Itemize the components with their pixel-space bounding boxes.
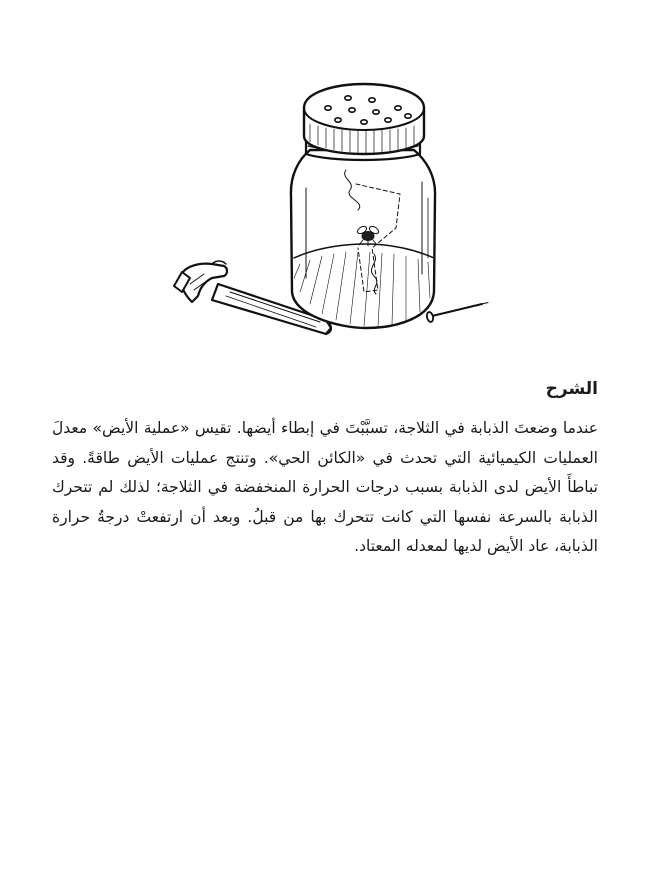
explanation-paragraph: عندما وضعتَ الذبابة في الثلاجة، تسبَّبْتَ في إبطاء أيضها. تقيس «عملية الأيض» معدلَ العمليات الكيميائية التي تحدث في «الكائن الحي». وتنتج عمليات الأيض طاقةً. وقد تباطأَ الأيض لدى الذبابة بسبب درجات الحرارة المنخفضة في الثلاجة؛ لذلك لم تتحرك الذبابة بالسرعة نفسها التي كانت تتحرك بها من قبلُ. وبعد أن ارتفعتْ درجةُ حرارة الذبابة، عاد الأيض لديها لمعدله المعتاد.	[52, 419, 598, 555]
nail-icon	[426, 303, 488, 323]
explanation-heading: الشرح	[545, 379, 598, 399]
explanation-section	[52, 378, 598, 562]
perforated-lid-icon	[304, 84, 424, 154]
jar-fly-illustration	[160, 78, 490, 340]
